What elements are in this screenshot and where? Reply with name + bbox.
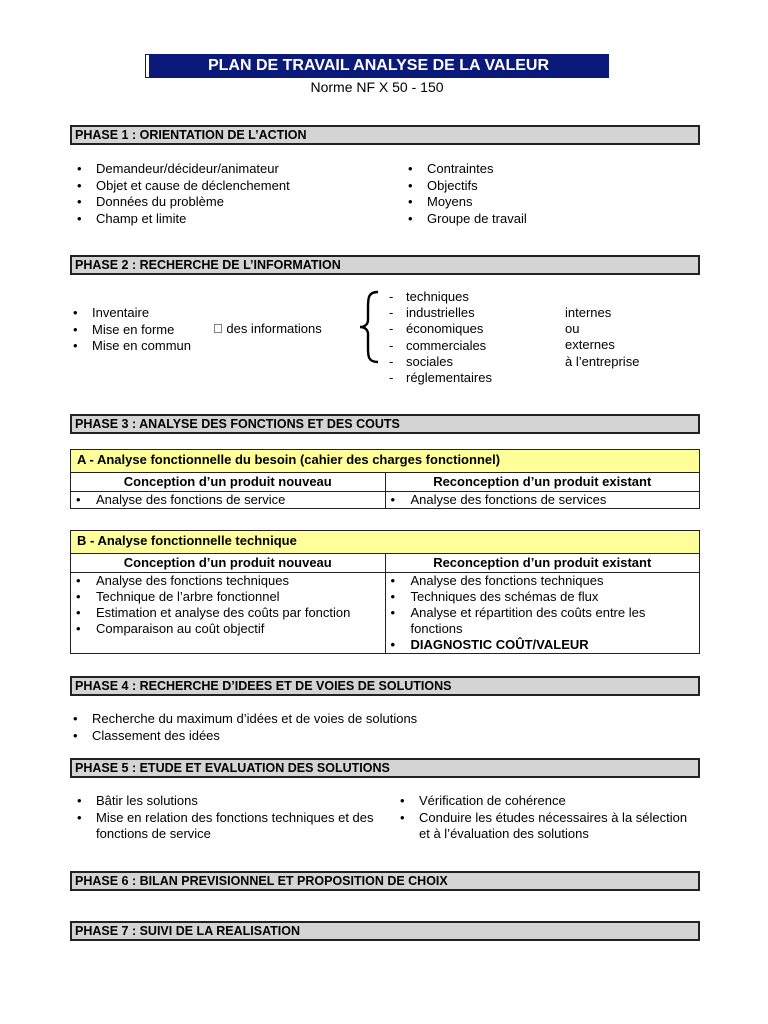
phase-5-list-right [397, 793, 697, 843]
table-b-header: B - Analyse fonctionnelle technique [71, 531, 700, 554]
list-item: • Vérification de cohérence [397, 793, 697, 810]
list-item: - économiques [388, 321, 492, 337]
phase-1-list-right [405, 161, 527, 227]
table-a-functional-need [70, 449, 700, 509]
list-item: - réglementaires [388, 370, 492, 386]
list-item: • Champ et limite [74, 211, 290, 228]
list-item: • Mise en forme [70, 322, 191, 339]
list-item: • Estimation et analyse des coûts par fonction [71, 605, 385, 621]
table-b-col-existing: Reconception d’un produit existant [385, 554, 700, 573]
table-b-technical-analysis [70, 530, 700, 654]
phase-1-list-left [74, 161, 290, 227]
curly-brace-icon [358, 290, 382, 364]
table-a-cell-right [385, 492, 700, 509]
scope-line: internes [565, 305, 612, 320]
table-a-col-existing: Reconception d’un produit existant [385, 473, 700, 492]
phase-2-actions [70, 305, 191, 355]
table-b-cell-left [71, 573, 386, 654]
phase-2-arrow-text: des informations [213, 321, 309, 336]
list-item: • Classement des idées [70, 728, 417, 745]
list-item: • Conduire les études nécessaires à la sélection et à l’évaluation des solutions [397, 810, 697, 843]
list-item: • Données du problème [74, 194, 290, 211]
list-item: - sociales [388, 354, 492, 370]
phase-2-heading: PHASE 2 : RECHERCHE DE L’INFORMATION [70, 255, 700, 275]
phase-5-list-left [74, 793, 384, 843]
list-item: - techniques [388, 289, 492, 305]
list-item: • Mise en commun [70, 338, 191, 355]
phase-6-heading: PHASE 6 : BILAN PREVISIONNEL ET PROPOSITION DE CHOIX [70, 871, 700, 891]
list-item: • Groupe de travail [405, 211, 527, 228]
document-title: PLAN DE TRAVAIL ANALYSE DE LA VALEUR [146, 55, 608, 77]
list-item: - commerciales [388, 338, 492, 354]
phase-1-heading: PHASE 1 : ORIENTATION DE L’ACTION [70, 125, 700, 145]
table-b-col-new: Conception d’un produit nouveau [71, 554, 386, 573]
phase-3-heading: PHASE 3 : ANALYSE DES FONCTIONS ET DES COUTS [70, 414, 700, 434]
list-item: • Technique de l’arbre fonctionnel [71, 589, 385, 605]
list-item: • Comparaison au coût objectif [71, 621, 385, 637]
phase-4-list [70, 711, 417, 744]
list-item: • Techniques des schémas de flux [386, 589, 700, 605]
list-item: • Contraintes [405, 161, 527, 178]
list-item: • Demandeur/décideur/animateur [74, 161, 290, 178]
table-a-header: A - Analyse fonctionnelle du besoin (cahier des charges fonctionnel) [71, 450, 700, 473]
phase-5-heading: PHASE 5 : ETUDE ET EVALUATION DES SOLUTIONS [70, 758, 700, 778]
list-item: • Inventaire [70, 305, 191, 322]
diagnostic-item: • DIAGNOSTIC COÛT/VALEUR [386, 637, 700, 653]
list-item: - industrielles [388, 305, 492, 321]
scope-line: ou [565, 321, 580, 337]
phase-2-scope [565, 305, 639, 370]
list-item: • Objectifs [405, 178, 527, 195]
table-b-cell-right [385, 573, 700, 654]
list-item: • Analyse et répartition des coûts entre les fonctions [386, 605, 700, 637]
phase-4-heading: PHASE 4 : RECHERCHE D’IDEES ET DE VOIES DE SOLUTIONS [70, 676, 700, 696]
list-item: • Mise en relation des fonctions techniques et des fonctions de service [74, 810, 384, 843]
list-item: • Analyse des fonctions de services [386, 492, 700, 508]
list-item: • Objet et cause de déclenchement [74, 178, 290, 195]
table-a-col-new: Conception d’un produit nouveau [71, 473, 386, 492]
scope-line: à l’entreprise [565, 353, 640, 369]
list-item: • Analyse des fonctions techniques [71, 573, 385, 589]
list-item: • Analyse des fonctions techniques [386, 573, 700, 589]
list-item: • Analyse des fonctions de service [71, 492, 385, 508]
list-item: • Recherche du maximum d’idées et de voies de solutions [70, 711, 417, 728]
list-item: • Bâtir les solutions [74, 793, 384, 810]
table-a-cell-left [71, 492, 386, 509]
list-item: • Moyens [405, 194, 527, 211]
document-subtitle: Norme NF X 50 - 150 [310, 79, 444, 95]
phase-7-heading: PHASE 7 : SUIVI DE LA REALISATION [70, 921, 700, 941]
scope-line: externes [565, 337, 615, 353]
phase-2-categories [388, 289, 492, 386]
